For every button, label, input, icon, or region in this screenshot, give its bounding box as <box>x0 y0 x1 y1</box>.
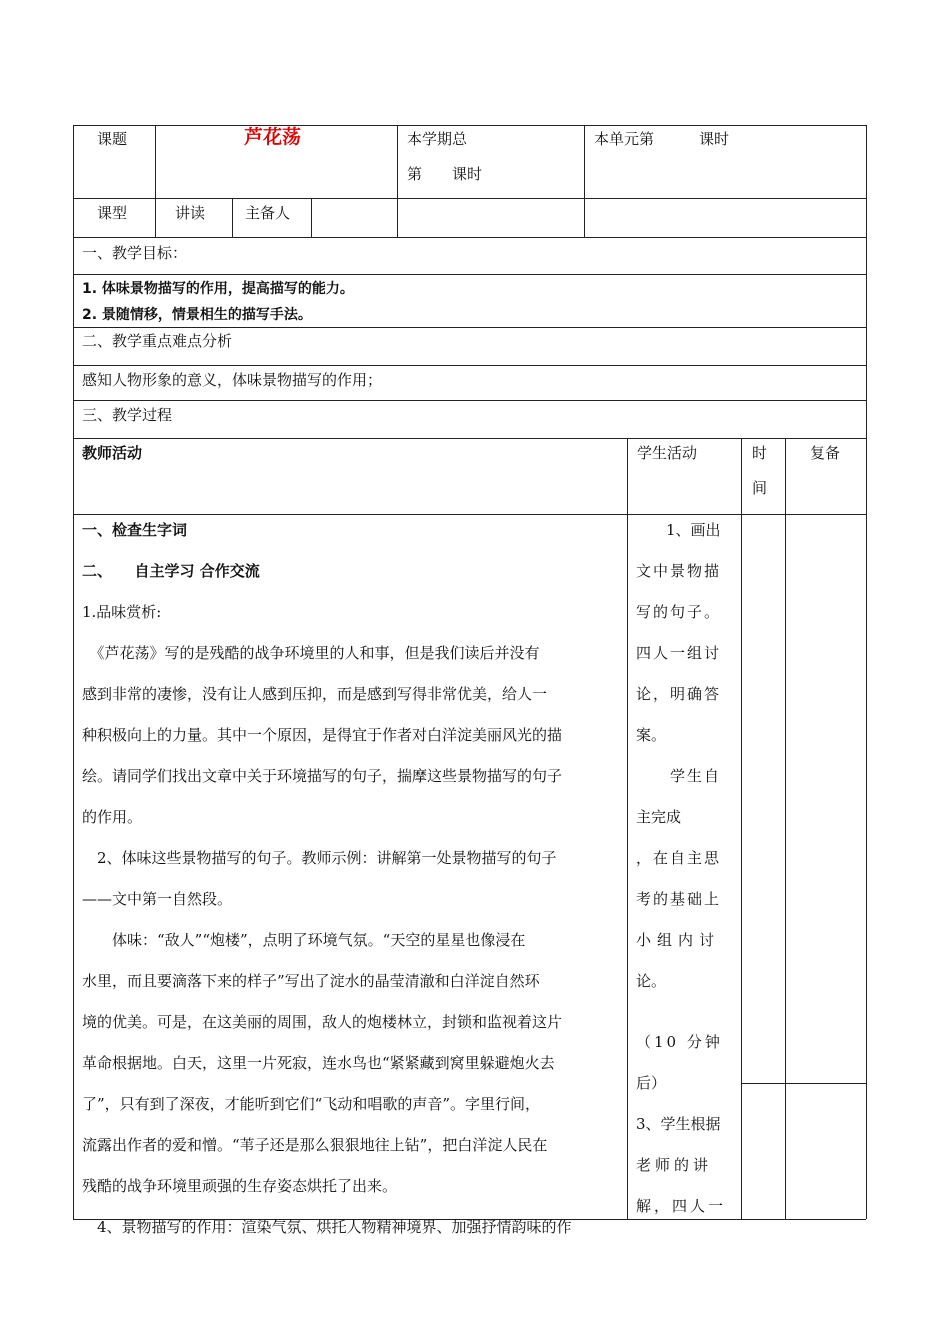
goals-heading: 一、教学目标： <box>82 244 188 262</box>
teacher-line: 感到非常的凄惨，没有让人感到压抑，而是感到写得非常优美，给人一 <box>82 685 548 703</box>
student-line: 案。 <box>636 726 667 744</box>
student-activity-header: 学生活动 <box>637 444 698 462</box>
col-divider <box>785 438 786 1219</box>
time-header: 间 <box>752 479 768 497</box>
teacher-activity-content <box>82 518 620 1256</box>
student-line: 论，明确答 <box>636 685 722 703</box>
row-divider <box>741 1083 866 1084</box>
student-line: 考的基础上 <box>636 890 722 908</box>
student-line: ，在自主思 <box>636 849 722 867</box>
key-points-text: 感知人物形象的意义，体味景物描写的作用； <box>82 371 383 389</box>
teacher-line: 流露出作者的爱和憎。“苇子还是那么狠狠地往上钻”，把白洋淀人民在 <box>82 1136 548 1154</box>
student-line: 主完成 <box>636 808 682 826</box>
col-divider <box>397 125 398 237</box>
teacher-line: 种积极向上的力量。其中一个原因，是得宜于作者对白洋淀美丽风光的描 <box>82 726 563 744</box>
student-line: 写的句子。 <box>636 603 722 621</box>
row-divider <box>73 198 866 199</box>
teacher-line: 二、 自主学习 合作交流 <box>82 562 260 580</box>
row-divider <box>73 365 866 366</box>
revision-header: 复备 <box>810 444 841 462</box>
teacher-line: 革命根据地。白天，这里一片死寂，连水鸟也“紧紧藏到窝里躲避炮火去 <box>82 1054 555 1072</box>
semester-lesson-label: 第 课时 <box>407 165 483 183</box>
key-points-heading: 二、教学重点难点分析 <box>82 332 233 350</box>
student-activity-content <box>636 518 736 1235</box>
row-divider <box>73 438 866 439</box>
teacher-line: 一、检查生字词 <box>82 521 188 539</box>
student-line <box>636 1010 736 1030</box>
teacher-line: ——文中第一自然段。 <box>82 890 233 908</box>
type-label: 课型 <box>97 204 128 222</box>
col-divider <box>741 438 742 1219</box>
col-divider <box>232 198 233 237</box>
page-title: 芦花荡 <box>244 126 302 148</box>
teacher-line: 体味：“敌人”“炮楼”，点明了环境气氛。“天空的星星也像浸在 <box>82 931 526 949</box>
teacher-line: 2、体味这些景物描写的句子。教师示例：讲解第一处景物描写的句子 <box>82 849 557 867</box>
teacher-line: 残酷的战争环境里顽强的生存姿态烘托了出来。 <box>82 1177 398 1195</box>
teacher-line: 《芦花荡》写的是残酷的战争环境里的人和事，但是我们读后并没有 <box>82 644 540 662</box>
lead-preparer-label: 主备人 <box>245 204 291 222</box>
table-border-left <box>73 125 74 1219</box>
student-line: 3、学生根据 <box>636 1115 721 1133</box>
row-divider <box>73 274 866 275</box>
table-border-top <box>73 125 866 126</box>
goal-item: 2. 景随情移，情景相生的描写手法。 <box>82 307 312 323</box>
teacher-line: 水里，而且要滴落下来的样子”写出了淀水的晶莹清澈和白洋淀自然环 <box>82 972 540 990</box>
student-line: 四人一组讨 <box>636 644 722 662</box>
teacher-line: 了”，只有到了深夜，才能听到它们“飞动和唱歌的声音”。字里行间， <box>82 1095 541 1113</box>
student-line: （10 分钟 <box>636 1033 723 1051</box>
student-line: 学生自 <box>636 767 722 785</box>
student-line: 论。 <box>636 972 667 990</box>
unit-lesson-label: 本单元第 课时 <box>594 130 730 148</box>
col-divider <box>155 125 156 237</box>
teacher-line: 的作用。 <box>82 808 143 826</box>
time-header: 时 <box>752 444 768 462</box>
process-heading: 三、教学过程 <box>82 406 173 424</box>
row-divider <box>73 237 866 238</box>
goal-item: 1. 体味景物描写的作用，提高描写的能力。 <box>82 281 354 297</box>
teacher-line: 1.品味赏析: <box>82 603 162 621</box>
col-divider <box>311 198 312 237</box>
teacher-activity-header: 教师活动 <box>82 444 143 462</box>
row-divider <box>73 400 866 401</box>
semester-total-label: 本学期总 <box>407 130 468 148</box>
col-divider <box>627 438 628 1219</box>
col-divider <box>584 125 585 237</box>
teacher-line: 绘。请同学们找出文章中关于环境描写的句子，揣摩这些景物描写的句子 <box>82 767 563 785</box>
teacher-line: 境的优美。可是，在这美丽的周围，敌人的炮楼林立，封锁和监视着这片 <box>82 1013 563 1031</box>
student-line: 解，四人一 <box>636 1197 727 1215</box>
type-value: 讲读 <box>175 204 206 222</box>
student-line: 老师的讲 <box>636 1156 713 1174</box>
student-line: 小组内讨 <box>636 931 721 949</box>
topic-label: 课题 <box>97 130 128 148</box>
student-line: 1、画出 <box>636 521 721 539</box>
student-line: 后） <box>636 1074 667 1092</box>
row-divider <box>73 514 866 515</box>
table-border-right <box>866 125 867 1219</box>
student-line: 文中景物描 <box>636 562 722 580</box>
row-divider <box>73 327 866 328</box>
teacher-line: 4、景物描写的作用：渲染气氛、烘托人物精神境界、加强抒情韵味的作 <box>82 1218 572 1236</box>
